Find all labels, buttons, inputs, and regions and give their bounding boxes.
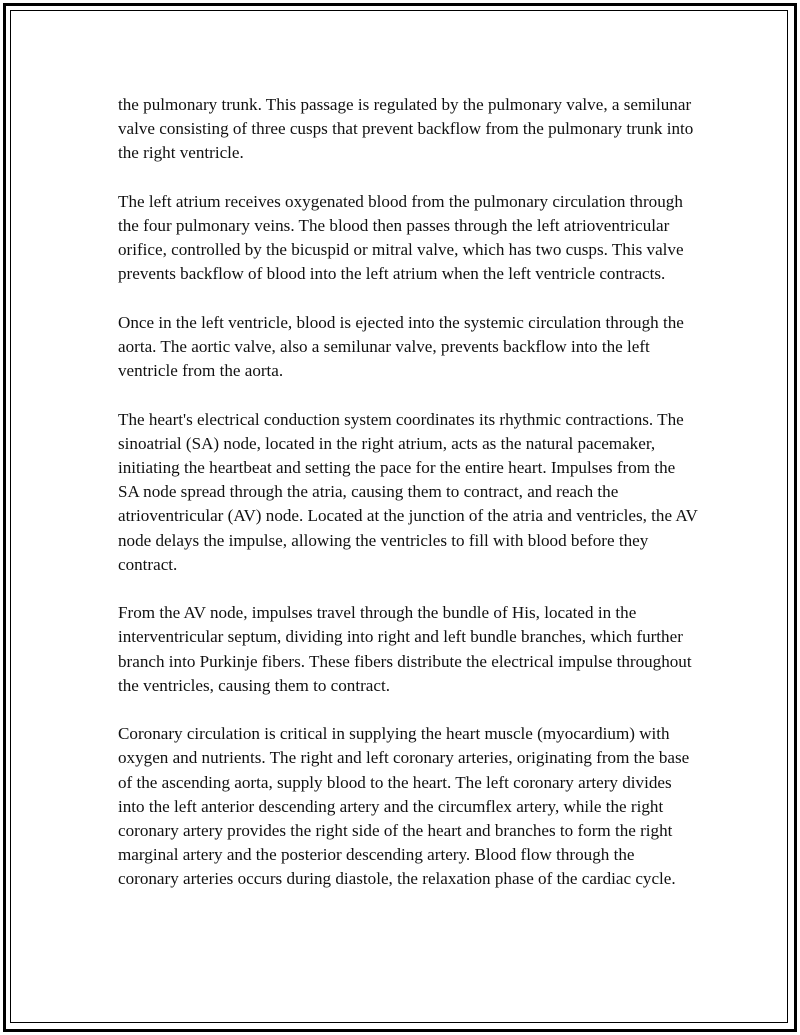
paragraph-coronary-circulation: Coronary circulation is critical in supplying the heart muscle (myocardium) with oxygen and nutrients. The right and left coronary arteries, originating from the base of the ascending aorta, supply blood to the heart. The left coronary artery divides into the left anterior descending artery and the circumflex artery, while the right coronary artery provides the right side of the heart and branches to form the right marginal artery and the posterior descending artery. Blood flow through the coronary arteries occurs during diastole, the relaxation phase of the cardiac cycle. — [118, 724, 690, 889]
paragraph-pulmonary-valve: the pulmonary trunk. This passage is regulated by the pulmonary valve, a semilunar valve consisting of three cusps that prevent backflow from the pulmonary trunk into the right ventricle. — [118, 95, 694, 163]
paragraph-av-node: From the AV node, impulses travel through the bundle of His, located in the interventricular septum, dividing into right and left bundle branches, which further branch into Purkinje fibers. These fibers distribute the electrical impulse throughout the ventricles, causing them to contract. — [118, 603, 692, 695]
document-body — [118, 93, 698, 916]
paragraph-left-atrium: The left atrium receives oxygenated blood from the pulmonary circulation through the four pulmonary veins. The blood then passes through the left atrioventricular orifice, controlled by the bicuspid or mitral valve, which has two cusps. This valve prevents backflow of blood into the left atrium when the left ventricle contracts. — [118, 191, 684, 284]
paragraph-left-ventricle: Once in the left ventricle, blood is ejected into the systemic circulation through the aorta. The aortic valve, also a semilunar valve, prevents backflow into the left ventricle from the aorta. — [118, 312, 684, 381]
paragraph-conduction-system: The heart's electrical conduction system coordinates its rhythmic contractions. The sinoatrial (SA) node, located in the right atrium, acts as the natural pacemaker, initiating the heartbeat and setting the pace for the entire heart. Impulses from the SA node spread through the atria, causing them to contract, and reach the atrioventricular (AV) node. Located at the junction of the atria and ventricles, the AV node delays the impulse, allowing the ventricles to fill with blood before they contract. — [118, 409, 698, 574]
